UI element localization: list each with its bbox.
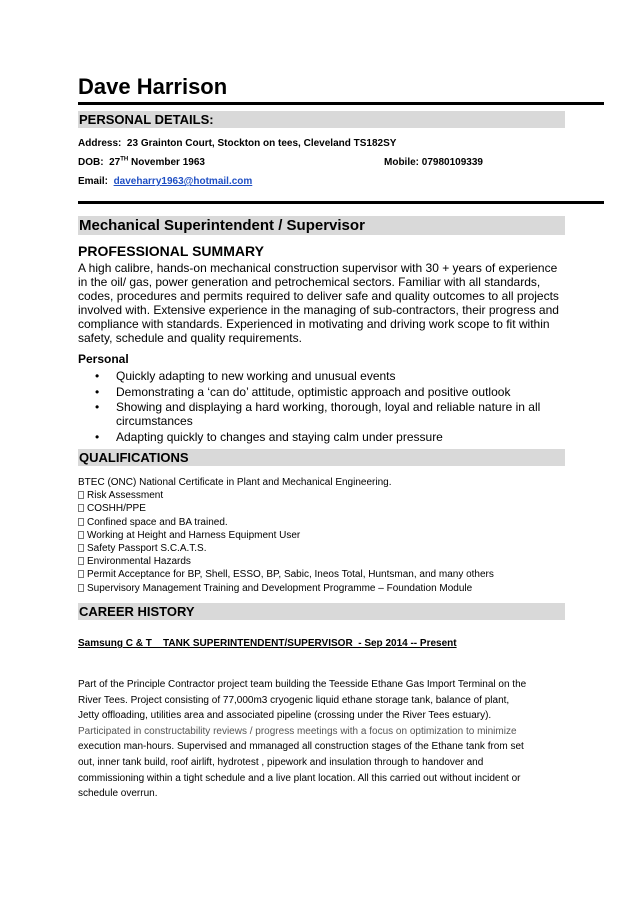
dob-label: DOB: — [78, 157, 104, 168]
list-item — [78, 385, 558, 399]
description-line: execution man-hours. Supervised and mmanaged all construction stages of the Ethane tank from set — [78, 741, 524, 753]
list-item — [78, 542, 494, 555]
career-history-heading: CAREER HISTORY — [78, 603, 565, 620]
description-line: commissioning within a tight schedule and a live plant location. All this carried out without incident or — [78, 772, 521, 784]
dob-suffix: TH — [120, 156, 129, 163]
mobile-label: Mobile: — [384, 157, 419, 168]
email-label: Email: — [78, 176, 109, 187]
dob-line — [78, 157, 205, 168]
candidate-name: Dave Harrison — [78, 74, 228, 99]
email-line — [78, 176, 252, 187]
dob-day: 27 — [109, 157, 121, 168]
list-item — [78, 400, 558, 428]
summary-line: codes, procedures and permits required to deliver safe and quality outcomes to all projects — [78, 289, 559, 303]
description-line: Part of the Principle Contractor project team building the Teesside Ethane Gas Import Terminal on the — [78, 679, 527, 690]
list-item — [78, 430, 558, 444]
list-item — [78, 502, 494, 515]
personal-details-heading: PERSONAL DETAILS: — [78, 111, 565, 128]
list-item — [78, 555, 494, 568]
dob-month-year: November 1963 — [131, 157, 205, 168]
qualifications-list — [78, 476, 494, 595]
bullet-icon: • — [95, 400, 100, 414]
description-line: schedule overrun. — [78, 788, 158, 800]
professional-summary-text — [78, 261, 558, 345]
checkbox-icon — [78, 531, 84, 539]
job-title-text: Samsung C & T TANK SUPERINTENDENT/SUPERVISOR - Sep 2014 -- Present — [78, 638, 457, 649]
address-line — [78, 138, 396, 149]
trait-text: Quickly adapting to new working and unusual events — [116, 369, 396, 383]
checkbox-icon — [78, 491, 84, 499]
personal-traits-list — [78, 369, 558, 445]
summary-line: in the oil/ gas, power generation and petrochemical sectors. Familiar with all standards, — [78, 275, 541, 289]
summary-line: compliance with standards. Experienced in motivating and driving work scope to fit within — [78, 317, 550, 331]
list-item — [78, 516, 494, 529]
list-item — [78, 489, 494, 502]
description-line: Jetty offloading, utilities area and associated pipeline (crossing under the River Tees estuary). — [78, 710, 492, 722]
job-title — [78, 638, 457, 649]
personal-heading: Personal — [78, 352, 129, 366]
checkbox-icon — [78, 518, 84, 526]
qualification-text: Confined space and BA trained. — [87, 516, 228, 528]
mobile-line — [384, 157, 483, 168]
qualification-text: COSHH/PPE — [87, 503, 146, 515]
bullet-icon: • — [95, 429, 100, 444]
checkbox-icon — [78, 557, 84, 565]
checkbox-icon — [78, 584, 84, 592]
qualification-text: Environmental Hazards — [87, 556, 191, 568]
trait-text: Showing and displaying a hard working, thorough, loyal and reliable nature in all circumstances — [116, 400, 541, 428]
list-item — [78, 529, 494, 542]
description-line: River Tees. Project consisting of 77,000m3 cryogenic liquid ethane storage tank, balance of plant, — [78, 694, 510, 706]
qualification-text: Permit Acceptance for BP, Shell, ESSO, BP, Sabic, Ineos Total, Huntsman, and many others — [87, 569, 494, 581]
address-value: 23 Grainton Court, Stockton on tees, Cleveland TS182SY — [126, 138, 397, 149]
role-heading: Mechanical Superintendent / Supervisor — [78, 216, 565, 235]
qualification-text: Supervisory Management Training and Development Programme – Foundation Module — [87, 582, 473, 594]
job-description — [78, 677, 526, 802]
list-item — [78, 582, 494, 595]
checkbox-icon — [78, 570, 84, 578]
checkbox-icon — [78, 544, 84, 552]
description-line: out, inner tank build, roof airlift, hydrotest , pipework and insulation through to handover and — [78, 756, 484, 768]
checkbox-icon — [78, 504, 84, 512]
qualification-text: Risk Assessment — [87, 490, 164, 502]
email-link[interactable]: daveharry1963@hotmail.com — [113, 176, 253, 187]
list-item — [78, 568, 494, 581]
qualification-text: Working at Height and Harness Equipment User — [87, 529, 301, 541]
qualifications-heading: QUALIFICATIONS — [78, 449, 565, 466]
bullet-icon: • — [95, 384, 100, 399]
qualification-text: Safety Passport S.C.A.T.S. — [87, 543, 207, 555]
trait-text: Adapting quickly to changes and staying calm under pressure — [116, 429, 443, 444]
trait-text: Demonstrating a ‘can do’ attitude, optimistic approach and positive outlook — [116, 384, 511, 399]
bullet-icon: • — [95, 369, 100, 383]
summary-line: safety, schedule and quality requirements. — [78, 331, 302, 345]
qualification-intro: BTEC (ONC) National Certificate in Plant and Mechanical Engineering. — [78, 477, 392, 488]
summary-line: involved with. Extensive experience in the managing of sub-contractors, their progress and — [78, 303, 559, 317]
divider — [78, 102, 604, 105]
description-line: Participated in constructability reviews / progress meetings with a focus on optimization to minimize — [78, 725, 517, 737]
divider — [78, 201, 604, 204]
professional-summary-heading: PROFESSIONAL SUMMARY — [78, 243, 264, 259]
list-item — [78, 369, 558, 383]
mobile-value: 07980109339 — [421, 157, 483, 168]
summary-line: A high calibre, hands-on mechanical construction supervisor with 30 + years of experience — [78, 261, 558, 275]
address-label: Address: — [78, 138, 122, 149]
